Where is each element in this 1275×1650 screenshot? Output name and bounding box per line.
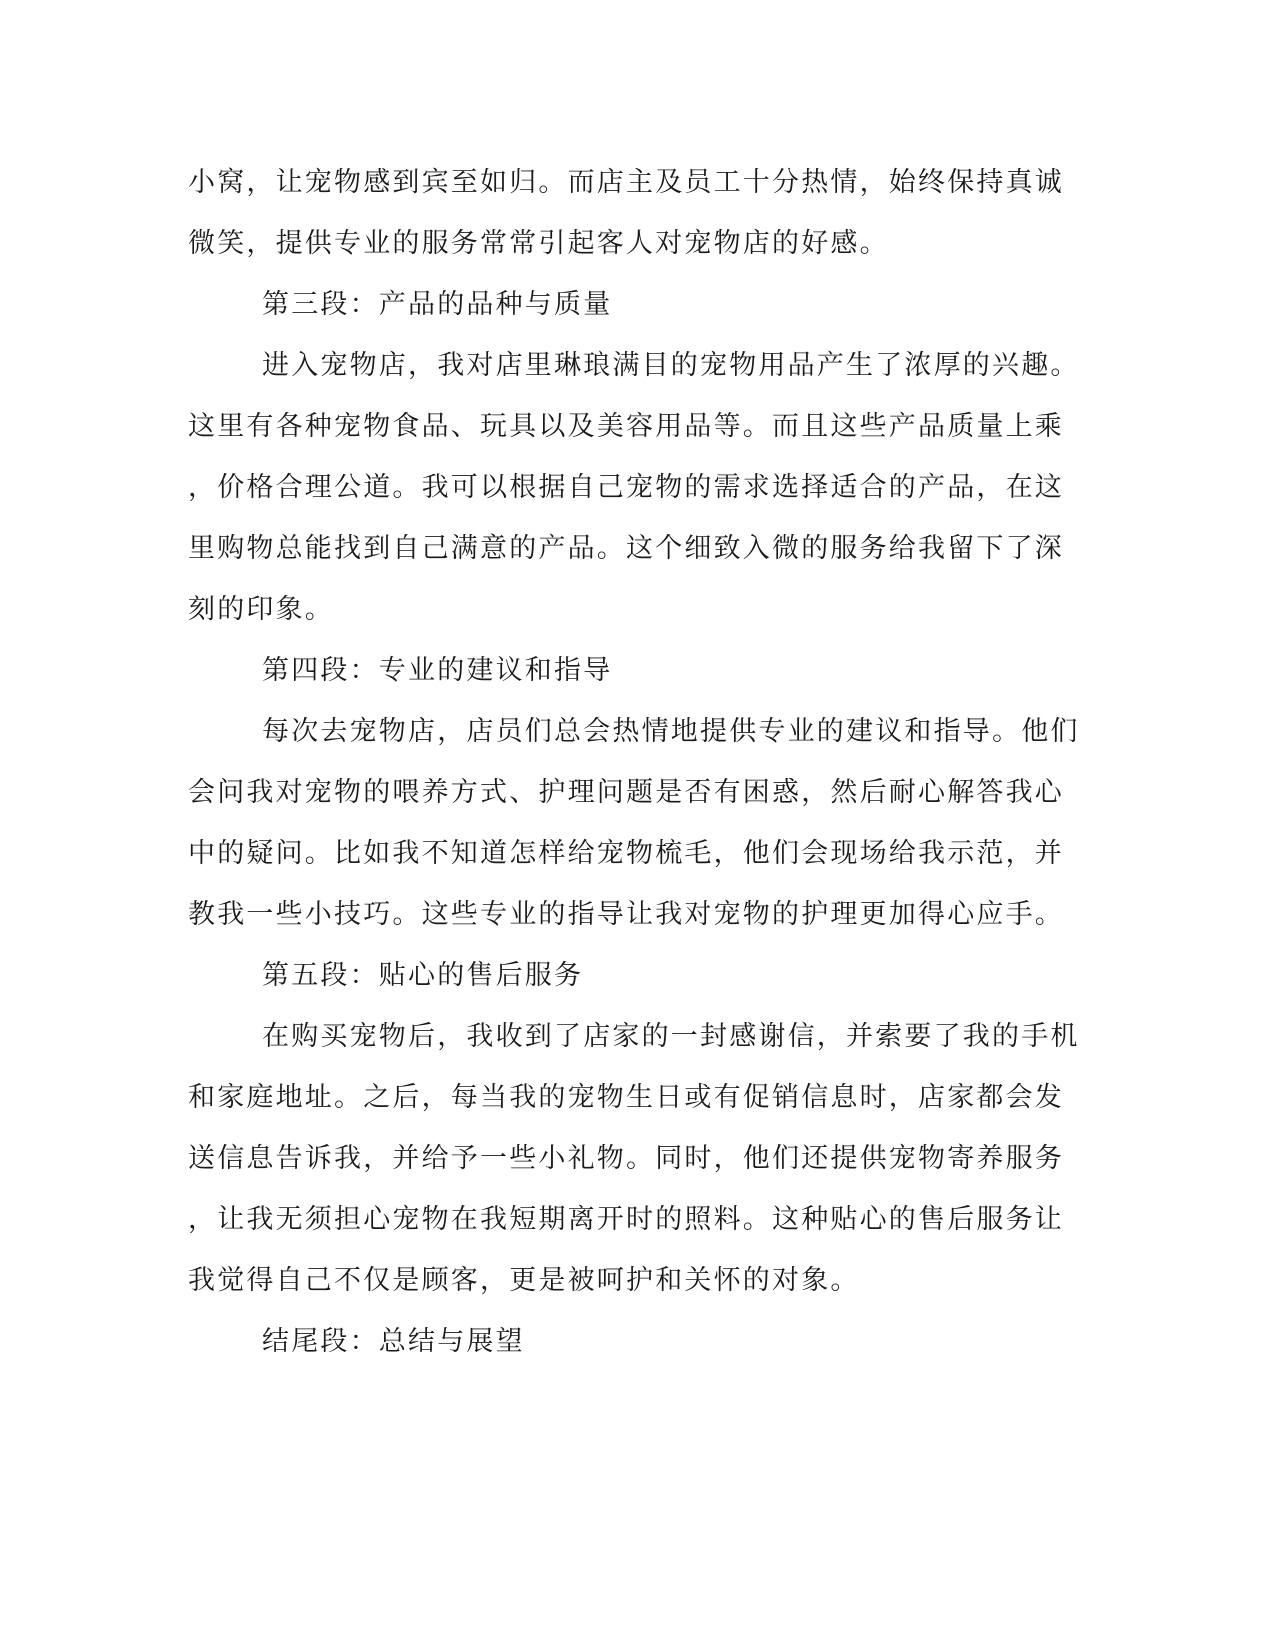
- paragraph-line: 刻的印象。: [188, 594, 334, 625]
- paragraph-line: ，让我无须担心宠物在我短期离开时的照料。这种贴心的售后服务让: [188, 1204, 1064, 1235]
- document-body: [188, 152, 1088, 1372]
- paragraph-line: ，价格合理公道。我可以根据自己宠物的需求选择适合的产品，在这: [188, 472, 1064, 503]
- paragraph-line: 小窝，让宠物感到宾至如归。而店主及员工十分热情，始终保持真诚: [188, 167, 1064, 198]
- paragraph-line: 和家庭地址。之后，每当我的宠物生日或有促销信息时，店家都会发: [188, 1082, 1064, 1113]
- paragraph-line: 微笑，提供专业的服务常常引起客人对宠物店的好感。: [188, 228, 889, 259]
- paragraph-line-indented: 第三段：产品的品种与质量: [262, 289, 613, 320]
- paragraph-line: 里购物总能找到自己满意的产品。这个细致入微的服务给我留下了深: [188, 533, 1064, 564]
- paragraph-line-indented: 第四段：专业的建议和指导: [262, 655, 613, 686]
- paragraph-line: 教我一些小技巧。这些专业的指导让我对宠物的护理更加得心应手。: [188, 899, 1064, 930]
- paragraph-line-indented: 进入宠物店，我对店里琳琅满目的宠物用品产生了浓厚的兴趣。: [262, 350, 1080, 381]
- paragraph-line-indented: 结尾段：总结与展望: [262, 1326, 525, 1357]
- paragraph-line: 送信息告诉我，并给予一些小礼物。同时，他们还提供宠物寄养服务: [188, 1143, 1064, 1174]
- paragraph-line: 我觉得自己不仅是顾客，更是被呵护和关怀的对象。: [188, 1265, 860, 1296]
- paragraph-line: 这里有各种宠物食品、玩具以及美容用品等。而且这些产品质量上乘: [188, 411, 1064, 442]
- paragraph-line-indented: 第五段：贴心的售后服务: [262, 960, 584, 991]
- paragraph-line: 会问我对宠物的喂养方式、护理问题是否有困惑，然后耐心解答我心: [188, 777, 1064, 808]
- paragraph-line: 中的疑问。比如我不知道怎样给宠物梳毛，他们会现场给我示范，并: [188, 838, 1064, 869]
- paragraph-line-indented: 每次去宠物店，店员们总会热情地提供专业的建议和指导。他们: [262, 716, 1080, 747]
- paragraph-line-indented: 在购买宠物后，我收到了店家的一封感谢信，并索要了我的手机: [262, 1021, 1080, 1052]
